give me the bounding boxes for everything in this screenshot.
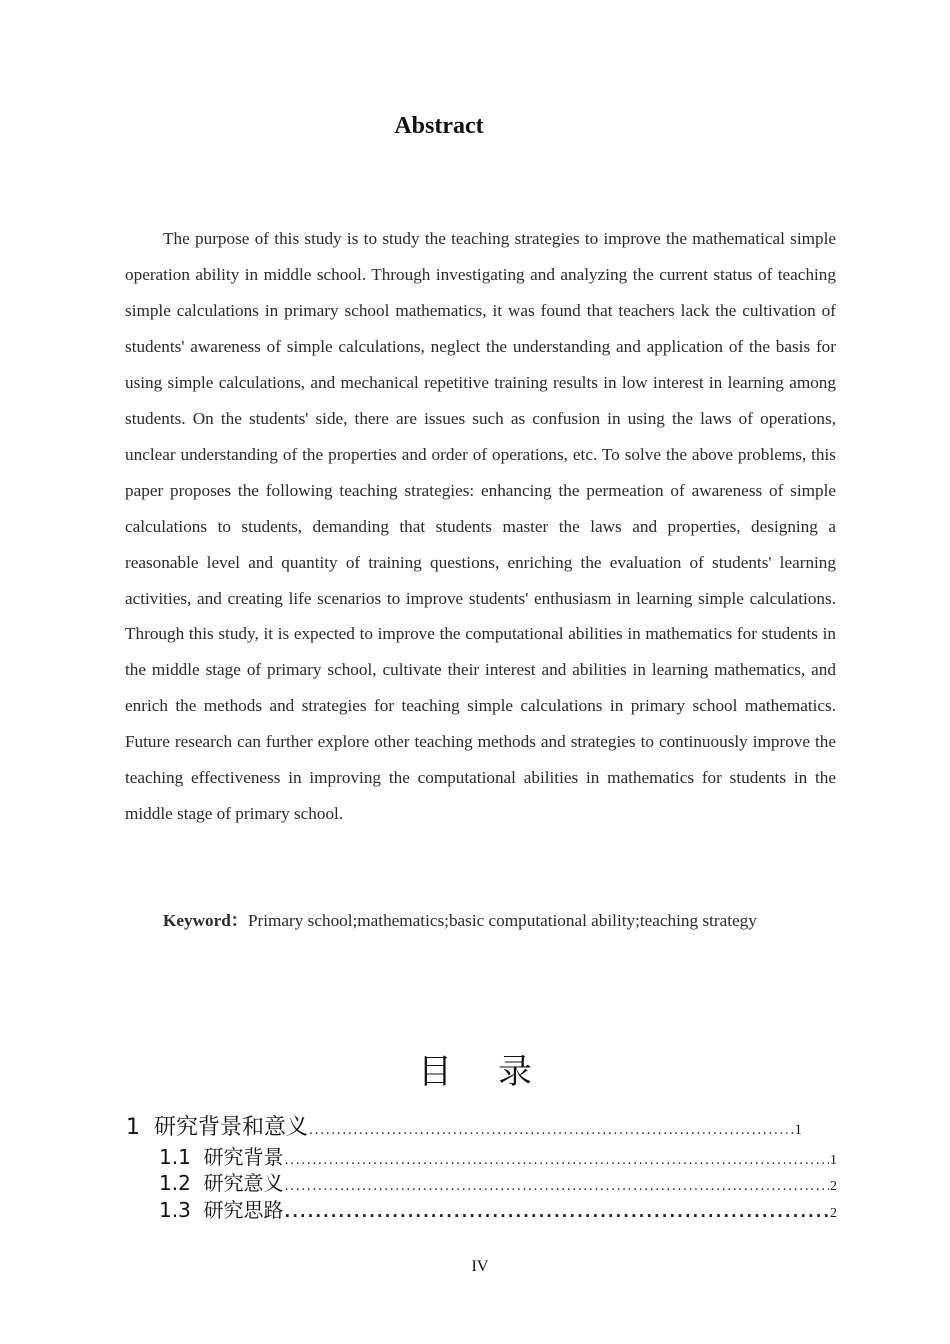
toc-entry[interactable] bbox=[159, 1194, 837, 1223]
keyword-line bbox=[163, 903, 863, 939]
page-number: IV bbox=[471, 1258, 489, 1275]
toc-entry-label bbox=[126, 1110, 308, 1141]
toc-leader-dots bbox=[285, 1179, 829, 1194]
toc-entry-label bbox=[159, 1194, 284, 1223]
toc-entry-title: 研究思路 bbox=[203, 1198, 284, 1222]
toc-entry-number: 1.2 bbox=[159, 1171, 191, 1195]
toc-title-char-2: 录 bbox=[498, 1052, 532, 1092]
toc-entry[interactable] bbox=[159, 1167, 837, 1196]
toc-entry-number: 1.3 bbox=[159, 1198, 191, 1222]
toc-entry-label bbox=[159, 1141, 284, 1170]
toc-entry-page: 1 bbox=[794, 1122, 802, 1138]
toc-entry[interactable] bbox=[126, 1110, 802, 1141]
toc-entry-label bbox=[159, 1167, 284, 1196]
toc-entry-page: 2 bbox=[830, 1179, 837, 1194]
keyword-list: Primary school;mathematics;basic computational ability;teaching strategy bbox=[247, 911, 757, 930]
toc-entry-title: 研究意义 bbox=[203, 1171, 284, 1195]
toc-entry[interactable] bbox=[159, 1141, 837, 1170]
abstract-title: Abstract bbox=[394, 113, 484, 139]
keyword-label: Keyword： bbox=[163, 911, 248, 930]
toc-entry-title: 研究背景 bbox=[203, 1145, 284, 1169]
toc-entry-number: 1 bbox=[126, 1115, 140, 1140]
toc-leader-dots bbox=[285, 1153, 829, 1168]
toc-entry-number: 1.1 bbox=[159, 1145, 191, 1169]
toc-entry-title: 研究背景和意义 bbox=[154, 1115, 309, 1140]
toc-leader-dots bbox=[309, 1123, 793, 1138]
toc-leader-dots bbox=[285, 1203, 829, 1221]
toc-title bbox=[0, 1044, 950, 1093]
abstract-body: The purpose of this study is to study the teaching strategies to improve the mathematical simple operation ability in middle school. Through investigating and analyzing the current status of teaching simple calculations in primary school mathematics, it was found that teachers lack the cultivation of students' awareness of simple calculations, neglect the understanding and application of the basis for using simple calculations, and mechanical repetitive training results in low interest in learning among students. On the students' side, there are issues such as confusion in using the laws of operations, unclear understanding of the properties and order of operations, etc. To solve the above problems, this paper proposes the following teaching strategies: enhancing the permeation of awareness of simple calculations to students, demanding that students master the laws and properties, designing a reasonable level and quantity of training questions, enriching the evaluation of students' learning activities, and creating life scenarios to improve students' enthusiasm in learning simple calculations. Through this study, it is expected to improve the computational abilities in mathematics for students in the middle stage of primary school, cultivate their interest and abilities in learning mathematics, and enrich the methods and strategies for teaching simple calculations in primary school mathematics. Future research can further explore other teaching methods and strategies to continuously improve the teaching effectiveness in improving the computational abilities in mathematics for students in the middle stage of primary school. bbox=[125, 229, 836, 824]
toc-entry-page: 1 bbox=[830, 1153, 837, 1168]
toc-entry-page: 2 bbox=[830, 1206, 837, 1221]
toc-title-char-1: 目 bbox=[418, 1052, 452, 1092]
